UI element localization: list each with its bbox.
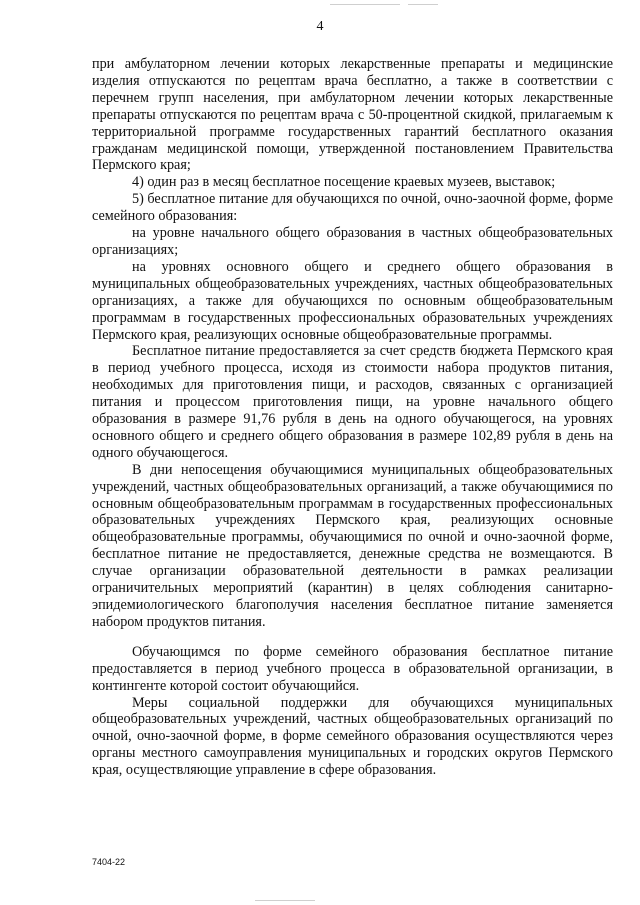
paragraph: Бесплатное питание предоставляется за счет средств бюджета Пермского края в период учебного процесса, исходя из стоимости набора продуктов питания, необходимых для приготовления пищи, и расходов, связанных с организацией питания и процессом приготовления пищи, на уровне начального общего образования в размере 91,76 рубля в день на одного обучающегося, на уровнях основного общего и среднего общего образования в размере 102,89 рубля в день на одного обучающегося. bbox=[92, 343, 613, 461]
scan-artifact-bottom bbox=[255, 900, 315, 901]
paragraph: Меры социальной поддержки для обучающихся муниципальных общеобразовательных учреждений, частных общеобразовательных организаций по очной, очно-заочной форме, в форме семейного образования осуществляются через органы местного самоуправления муниципальных и городских округов Пермского края, осуществляющие управление в сфере образования. bbox=[92, 694, 613, 779]
list-item: 5) бесплатное питание для обучающихся по очной, очно-заочной форме, форме семейного образования: bbox=[92, 191, 613, 225]
paragraph: Обучающимся по форме семейного образования бесплатное питание предоставляется в период учебного процесса в образовательной организации, в контингенте которой состоит обучающийся. bbox=[92, 643, 613, 694]
scan-artifact-top bbox=[408, 4, 438, 5]
sub-item: на уровне начального общего образования в частных общеобразовательных организациях; bbox=[92, 225, 613, 258]
paragraph: при амбулаторном лечении которых лекарственные препараты и медицинские изделия отпускаются по рецептам врача бесплатно, а также в соответствии с перечнем групп населения, при амбулаторном лечении которых лекарственные препараты отпускаются по рецептам врача с 50-процентной скидкой, прилагаемым к территориальной программе государственных гарантий бесплатного оказания гражданам медицинской помощи, утвержденной постановлением Правительства Пермского края; bbox=[92, 56, 613, 174]
scan-artifact-top bbox=[330, 4, 400, 5]
sub-item: на уровнях основного общего и среднего общего образования в муниципальных общеобразовательных учреждениях, частных общеобразовательных организациях, а также для обучающихся по основным общеобразовательным программам в государственных профессиональных образовательных учреждениях Пермского края, реализующих основные общеобразовательные программы. bbox=[92, 258, 613, 343]
document-body bbox=[92, 56, 613, 779]
list-item: 4) один раз в месяц бесплатное посещение краевых музеев, выставок; bbox=[132, 174, 556, 191]
document-code: 7404-22 bbox=[92, 857, 126, 867]
paragraph: В дни непосещения обучающимися муниципальных общеобразовательных учреждений, частных общеобразовательных организаций, а также обучающимися по основным общеобразовательным программам в государственных профессиональных образовательных учреждениях Пермского края, реализующих основные общеобразовательные программы, обучающимися по очной и очно-заочной форме, бесплатное питание не предоставляется, денежные средства не возмещаются. В случае организации образовательной деятельности в рамках реализации ограничительных мероприятий (карантин) в целях соблюдения санитарно-эпидемиологического благополучия населения бесплатное питание заменяется набором продуктов питания. bbox=[92, 461, 613, 630]
page-number: 4 bbox=[316, 19, 324, 34]
